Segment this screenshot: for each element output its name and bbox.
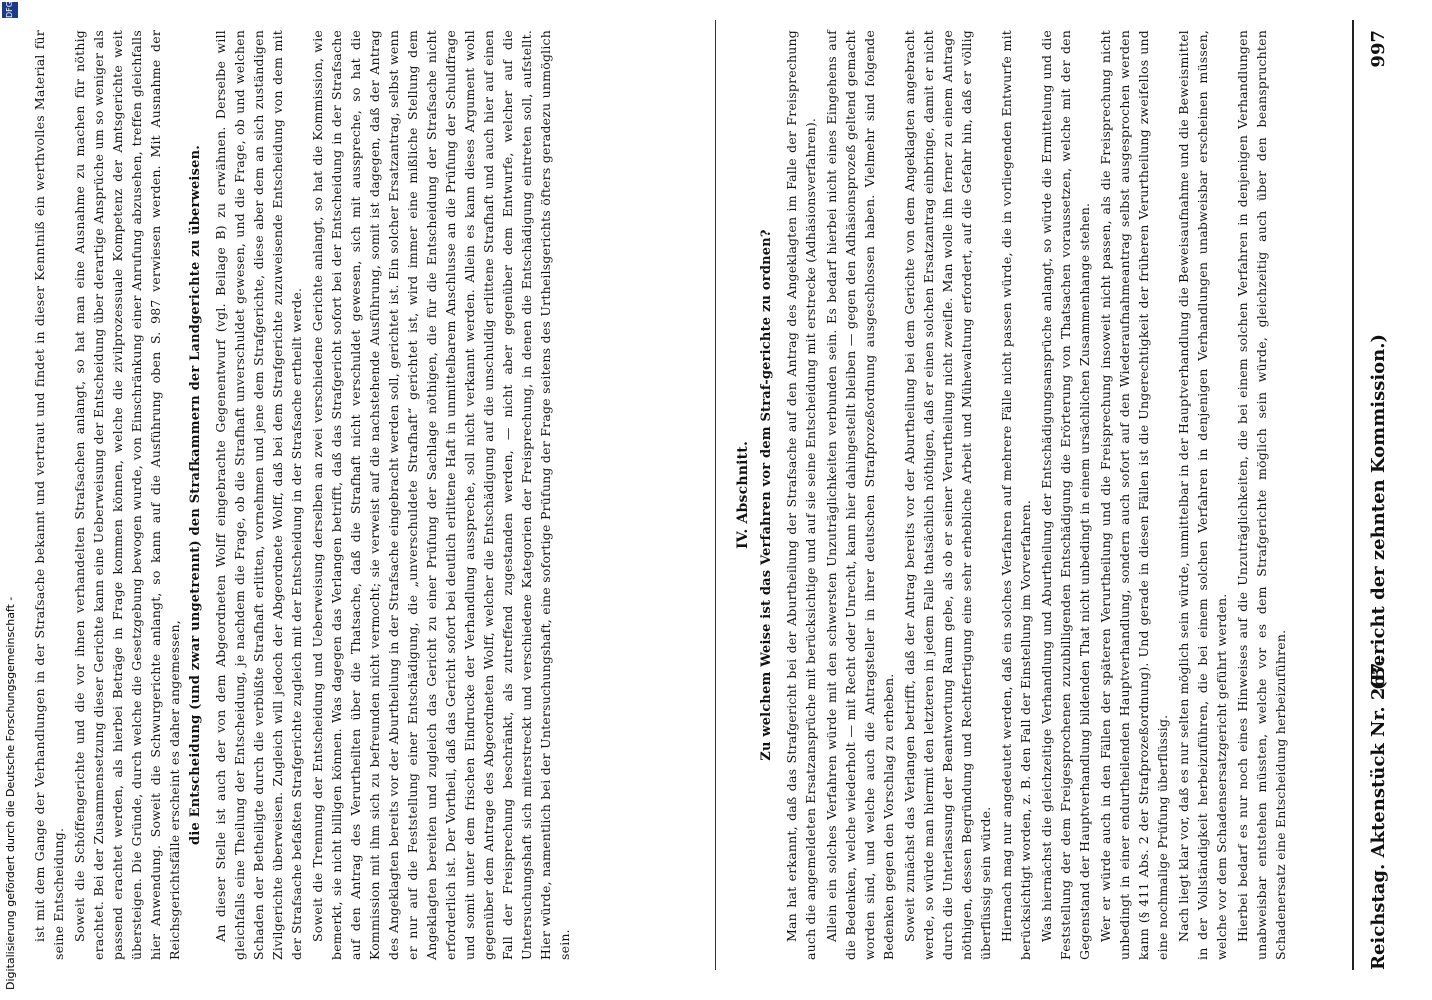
paragraph: ist mit dem Gange der Verhandlungen in der Strafsache bekannt und vertraut und findet in dieser Kenntniß ein werthvolles Material für seine Entscheidung.: [32, 30, 66, 960]
footer-strip: [0, 0, 22, 1000]
paragraph: Allein ein solches Verfahren würde mit den schwersten Unzuträglichkeiten verbunden sein. Es bedarf hierbei nicht eines Eingehens auf die Bedenken, welche wiederholt — mit Recht oder Unrecht, kann hier dahingestellt bleiben — gegen den Adhäsionsprozeß geltend gemacht worden sind, und welche auch die Antragsteller in ihrer deutschen Strafprozeßordnung ausgeschlossen haben. Vielmehr sind folgende Bedenken gegen den Vorschlag zu erheben.: [824, 30, 896, 960]
paragraph: Hiernach mag nur angedeutet werden, daß ein solches Verfahren auf mehrere Fälle nicht passen würde, die in vorliegenden Entwurfe mit berücksichtigt worden, z. B. den Fall der Einstellung im Vorverfahren.: [999, 30, 1033, 960]
page-header: [1358, 20, 1408, 970]
left-column: [30, 30, 705, 960]
footer-text: Digitalisierung gefördert durch die Deutsche Forschungsgemeinschaft -: [4, 596, 17, 990]
paragraph: Wer er würde auch in den Fällen der späteren Verurtheilung und die Freisprechung insoweit nicht passen, als die Freisprechung nicht unbedingt in einer endurtheilenden Hauptverhandlung, sondern auch sofort auf den Wiederaufnahmeantrag selbst ausgesprochen werden kann (§ 411 Abs. 2 der Strafprozeßordnung). Und gerade in diesen Fällen ist die Ungerechtigkeit der früheren Verurtheilung zweifellos und eine nochmalige Prüfung überflüssig.: [1098, 30, 1170, 960]
column-divider: [715, 20, 716, 970]
paragraph: Soweit die Schöffengerichte und die vor ihnen verhandelten Strafsachen anlangt, so hat man eine Ausnahme zu machen für nöthig erachtet. Bei der Zusammensetzung dieser Gerichte kann eine Ueberweisung der Entscheidung über derartige Ansprüche um so weniger als passend erachtet werden, als hierbei Beträge in Frage kommen können, welche die zivilprozessuale Kompetenz der Amtsgerichte weit übersteigen. Die Gründe, durch welche die Gesetzgebung bewogen wurde, von Einschränkung einer Anrufung abzusehen, treffen gleichfalls hier Anwendung. Soweit die Schwurgerichte anlangt, so kann auf die Ausführung oben S. 987 verwiesen werden. Mit Ausnahme der Reichsgerichtsfälle erscheint es daher angemessen,: [72, 30, 182, 960]
header-title: Reichstag. Aktenstück Nr. 267.: [1368, 656, 1389, 970]
paragraph: Soweit die Trennung der Entscheidung und Ueberweisung derselben an zwei verschiedene Gerichte anlangt, so hat die Kommission, wie bemerkt, sie nicht billigen können. Was dagegen das Verlangen betrifft, daß das Strafgericht sofort bei der Entscheidung in der Strafsache auf den Antrag des Verurtheilten über die Thatsache, daß die Strafhaft nicht verschuldet gewesen, sich mit ausspreche, so hat die Kommission mit ihm sich zu befreunden nicht vermocht; sie verweist auf die nachstehende Ausführung, somit ist dagegen, daß der Antrag des Angeklagten bereits vor der Aburtheilung in der Strafsache eingebracht werden soll, gerichtet ist. Ein solcher Ersatzantrag, selbst wenn er nur auf die Feststellung einer Entschädigung, die „unverschuldete Strafhaft“ gerichtet ist, wird immer eine mißliche Stellung dem Angeklagten bereiten und zugleich das Gericht zu einer Prüfung der Sachlage nöthigen, die für die Entscheidung der Strafsache nicht erforderlich ist. Der Vortheil, daß das Gericht sofort bei deutlich erlittene Haft in unmittelbarem Anschlusse an die Prüfung der Schuldfrage und somit unter dem frischen Eindrucke der Verhandlung ausspreche, soll nicht verkannt werden. Allein es kann dieses Argument wohl gegenüber dem Antrage des Abgeordneten Wolff, welcher die Entschädigung auf die unschuldig erlittene Strafhaft und auch hier auf einen Fall der Freisprechung beschränkt, als zutreffend zugestanden werden, — nicht aber gegenüber dem Entwurfe, welcher auf die Untersuchungshaft sich miterstreckt und verschiedene Kategorien der Freisprechung, in denen die Entschädigung eintreten soll, aufstellt. Hier würde, namentlich bei der Untersuchungshaft, eine sofortige Prüfung der Frage seitens des Urtheilsgerichts öfters geradezu unmöglich sein.: [310, 30, 572, 960]
paragraph: An dieser Stelle ist auch der von dem Abgeordneten Wolff eingebrachte Gegenentwurf (vgl. Beilage B) zu erwähnen. Derselbe will gleichfalls eine Theilung der Entscheidung, je nachdem die Frage, ob die Strafhaft unverschuldet gewesen, und die Frage, ob und welchen Schaden der Betheiligte durch die verbüßte Strafhaft erlitten, vornehmen und jene dem Strafgerichte, diese aber dem an sich zuständigen Zivilgerichte überweisen. Zugleich will jedoch der Abgeordnete Wolff, daß bei dem Strafgerichte zuzuweisende Entscheidung von dem mit der Strafsache befaßten Strafgerichte zugleich mit der Entscheidung in der Strafsache ertheilt werde.: [213, 30, 304, 960]
dfg-logo-icon: DFG: [2, 2, 18, 18]
emphasized-paragraph: die Entscheidung (und zwar ungetrennt) den Strafkammern der Landgerichte zu überweisen.: [188, 145, 203, 845]
paragraph: Hierbei bedarf es nur noch eines Hinweises auf die Unzuträglichkeiten, die bei einem solchen Verfahren in denjenigen Verhandlungen unabweisbar entstehen müssten, welche vor es dem Strafgerichte möglich sein würde, gleichzeitig auch über den beanspruchten Schadenersatz eine Entscheidung herbeizuführen.: [1235, 30, 1288, 960]
paragraph: Was hiernächst die gleichzeitige Verhandlung und Aburtheilung der Entschädigungsansprüche anlangt, so würde die Ermittelung und die Feststellung der dem Freigesprochenen zuzubilligenden Entschädigung die Erörterung von Thatsachen voraussetzen, welche mit der den Gegenstand der Hauptverhandlung bildenden That nicht unbedingt in einem ursächlichen Zusammenhange stehen.: [1039, 30, 1092, 960]
paragraph: Man hat erkannt, daß das Strafgericht bei der Aburtheilung der Strafsache auf den Antrag des Angeklagten im Falle der Freisprechung auch die angemeldeten Ersatzansprüche mit berücksichtige und auf sie seine Entscheidung mit erstrecke (Adhäsionsverfahren).: [784, 30, 818, 960]
right-column: [730, 30, 1340, 960]
header-subtitle: (Bericht der zehnten Kommission.): [1368, 333, 1389, 690]
paragraph: Nach liegt klar vor, daß es nur selten möglich sein würde, unmittelbar in der Hauptverhandlung die Beweisaufnahme und die Beweismittel in der Vollständigkeit herbeizuführen, die bei einem solchen Verfahren in denjenigen Verhandlungen unabweisbar erscheinen müssen, welche vor dem Schadensersatzgericht geführt werden.: [1176, 30, 1229, 960]
paragraph: Soweit zunächst das Verlangen betrifft, daß der Antrag bereits vor der Aburtheilung bei dem Gerichte von dem Angeklagten angebracht werde, so würde man hiermit den letzteren in jedem Falle thatsächlich nöthigen, daß er einen solchen Ersatzantrag einbringe, damit er nicht durch die Unterlassung der Beantwortung Raum gebe, als ob er seiner Verurtheilung nicht zweifle. Man wolle ihn ferner zu einem Antrage nöthigen, dessen Begründung und Rechtfertigung eine sehr erhebliche Arbeit und Mühewaltung erfordert, auf die Gefahr hin, daß er völlig überflüssig sein würde.: [902, 30, 993, 960]
section-title: IV. Abschnitt.: [735, 440, 751, 550]
section-subtitle: Zu welchem Weise ist das Verfahren vor dem Straf-gerichte zu ordnen?: [759, 229, 774, 761]
header-rule: [1352, 20, 1354, 970]
page-number: 997: [1368, 30, 1389, 68]
